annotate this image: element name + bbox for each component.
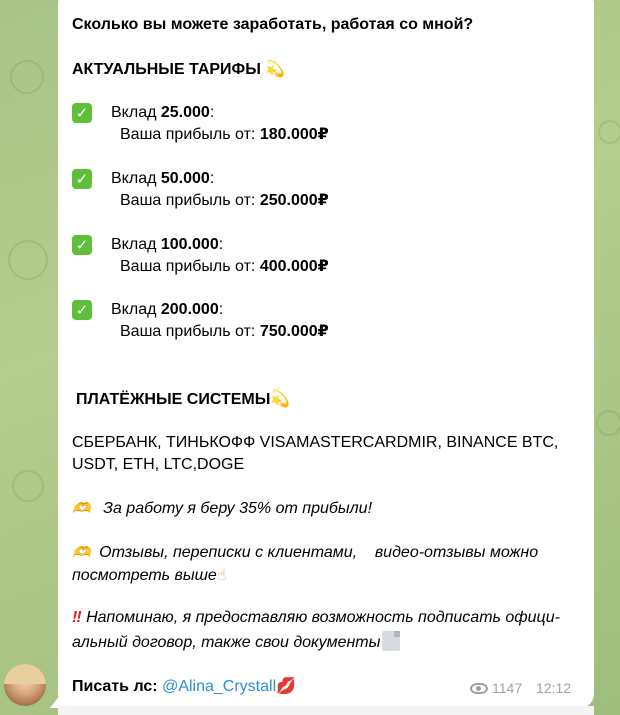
contact-label: Писать лс: xyxy=(72,678,158,695)
tariff-deposit-amount: 200.000 xyxy=(160,301,219,318)
tariff-deposit-amount: 25.000 xyxy=(160,104,210,121)
tariff-deposit xyxy=(111,169,214,189)
message-time: 12:12 xyxy=(536,680,572,696)
tariffs-title-text: АКТУАЛЬНЫЕ ТАРИФЫ xyxy=(72,61,261,78)
check-mark-button-icon: ✓ xyxy=(72,103,92,123)
tariff-deposit xyxy=(111,300,223,320)
tariff-profit-amount: 180.000₽ xyxy=(259,126,329,143)
views-eye-icon xyxy=(470,683,488,694)
background-doodle xyxy=(8,240,48,280)
tariff-profit-amount: 250.000₽ xyxy=(259,192,329,209)
tariff-profit-label: Ваша прибыль от: xyxy=(120,192,256,209)
tariff-profit-amount: 750.000₽ xyxy=(259,323,329,340)
tariff-profit xyxy=(120,125,329,145)
view-count: 1147 xyxy=(492,680,523,696)
tariff-profit-label: Ваша прибыль от: xyxy=(120,323,256,340)
tariff-profit xyxy=(120,322,329,342)
tariff-deposit-label: Вклад xyxy=(111,104,157,121)
payment-systems-line: USDT, ETH, LTC,DOGE xyxy=(72,456,245,473)
check-mark-button-icon: ✓ xyxy=(72,300,92,320)
tariff-deposit-label: Вклад xyxy=(111,236,157,253)
tariff-profit xyxy=(120,257,329,277)
tariff-profit-label: Ваша прибыль от: xyxy=(120,126,256,143)
double-exclamation-icon: ‼ xyxy=(72,609,82,626)
fee-text: За работу я беру 35% от прибыли! xyxy=(103,500,373,517)
reminder-line-2 xyxy=(72,631,400,653)
reminder-text-2: альный договор, также свои документы xyxy=(72,634,381,651)
payment-title-text: ПЛАТЁЖНЫЕ СИСТЕМЫ xyxy=(76,391,271,408)
tariff-profit-amount: 400.000₽ xyxy=(259,258,329,275)
background-doodle xyxy=(10,60,44,94)
check-mark-button-icon: ✓ xyxy=(72,169,92,189)
reviews-line xyxy=(72,542,538,563)
heart-hands-icon: 🫶 xyxy=(72,543,91,561)
background-doodle xyxy=(596,410,620,436)
reviews-text: Отзывы, переписки с клиентами, видео-отзывы можно xyxy=(99,544,539,561)
tariff-profit-label: Ваша прибыль от: xyxy=(120,258,256,275)
fee-line xyxy=(72,498,372,519)
tariff-deposit xyxy=(111,235,223,255)
avatar[interactable] xyxy=(4,664,46,706)
heart-hands-icon: 🫶 xyxy=(72,499,91,517)
next-message-edge xyxy=(58,706,594,715)
reminder-text: Напоминаю, я предоставляю возможность подписать офици- xyxy=(86,609,560,626)
avatar-hair xyxy=(4,664,46,684)
kiss-mark-icon: 💋 xyxy=(276,676,297,695)
message-headline: Сколько вы можете заработать, работая со мной? xyxy=(72,16,474,33)
tariff-deposit-suffix: : xyxy=(209,170,215,187)
pointing-up-icon: ☝ xyxy=(216,565,227,584)
tariff-deposit-label: Вклад xyxy=(111,301,157,318)
tariff-deposit-suffix: : xyxy=(218,236,224,253)
tariff-deposit-amount: 50.000 xyxy=(160,170,210,187)
tariff-deposit-suffix: : xyxy=(218,301,224,318)
payment-title xyxy=(76,389,290,410)
reminder-line xyxy=(72,608,560,628)
tariff-profit xyxy=(120,191,329,211)
message-meta xyxy=(470,680,571,696)
contact-mention-link[interactable]: @Alina_Crystall xyxy=(162,678,277,695)
dizzy-icon: 💫 xyxy=(270,389,291,408)
document-icon xyxy=(382,631,400,651)
check-mark-button-icon: ✓ xyxy=(72,235,92,255)
tariff-deposit-suffix: : xyxy=(209,104,215,121)
tariff-deposit xyxy=(111,103,214,123)
payment-systems-line: СБЕРБАНК, ТИНЬКОФФ VISAMASTERCARDMIR, BINANCE BTC, xyxy=(72,434,559,451)
contact-line xyxy=(72,676,296,697)
background-doodle xyxy=(12,470,44,502)
background-doodle xyxy=(598,120,620,144)
tariffs-title xyxy=(72,59,285,80)
reviews-line-2 xyxy=(72,565,227,586)
reviews-text-2: посмотреть выше xyxy=(72,567,217,584)
tariff-deposit-amount: 100.000 xyxy=(160,236,219,253)
dizzy-icon: 💫 xyxy=(265,59,286,78)
tariff-deposit-label: Вклад xyxy=(111,170,157,187)
